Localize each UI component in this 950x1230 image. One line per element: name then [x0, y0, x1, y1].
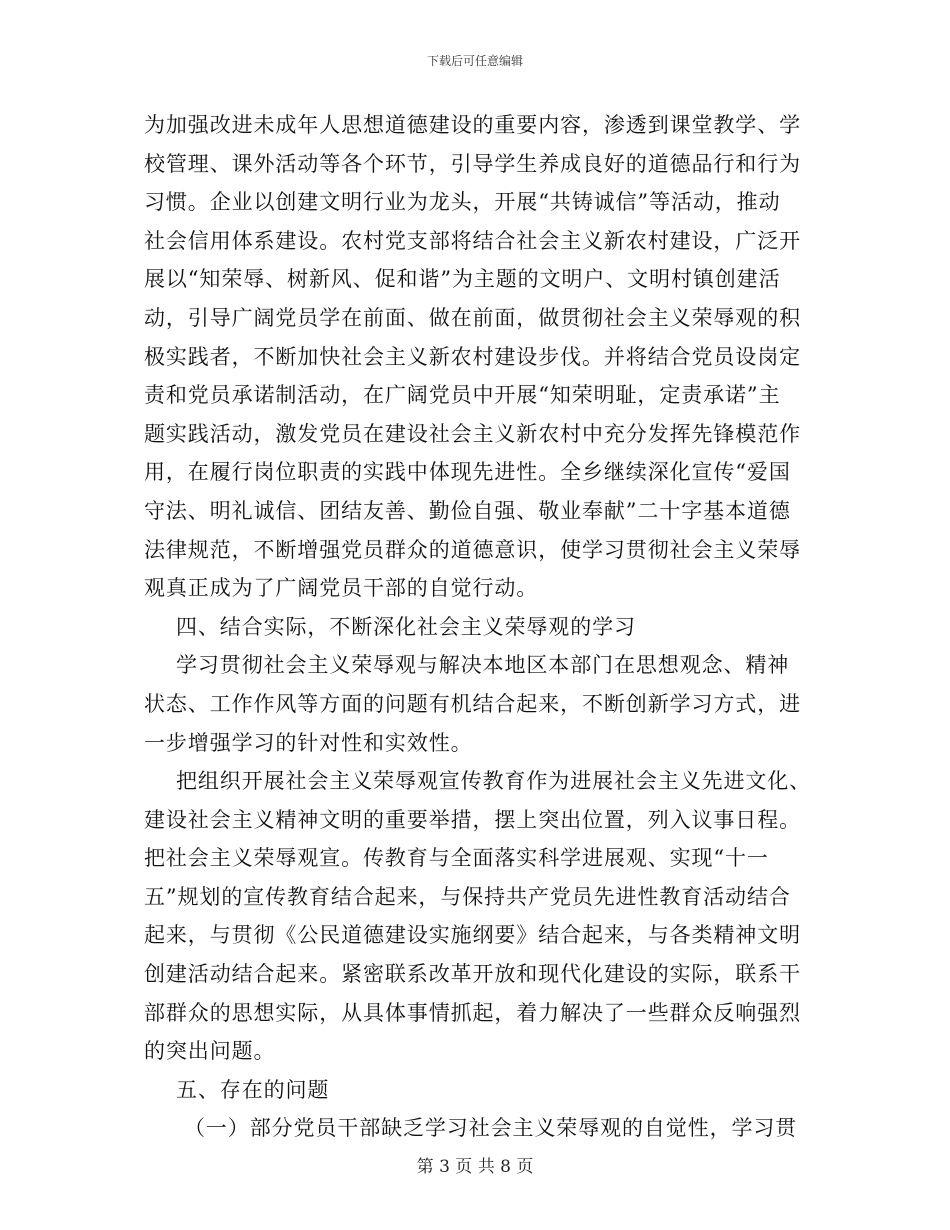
text-line: 的突出问题。	[144, 1039, 276, 1064]
text-line: 守法、明礼诚信、团结友善、勤俭自强、敬业奉献”二十字基本道德	[144, 498, 791, 523]
text-line: 观真正成为了广阔党员干部的自觉行动。	[144, 576, 539, 601]
section-heading: 五、存在的问题	[176, 1077, 330, 1102]
body-text	[144, 106, 824, 1148]
paragraph-start: 把组织开展社会主义荣辱观宣传教育作为进展社会主义先进文化、	[176, 769, 812, 794]
text-line: 创建活动结合起来。紧密联系改革开放和现代化建设的实际，联系干	[144, 962, 801, 987]
text-line: 极实践者，不断加快社会主义新农村建设步伐。并将结合党员设岗定	[144, 344, 801, 369]
text-line: 一步增强学习的针对性和实效性。	[144, 730, 473, 755]
text-line: 五”规划的宣传教育结合起来，与保持共产党员先进性教育活动结合	[144, 884, 791, 909]
text-line: 用，在履行岗位职责的实践中体现先进性。全乡继续深化宣传“爱国	[144, 460, 791, 485]
text-line: 动，引导广阔党员学在前面、做在前面，做贯彻社会主义荣辱观的积	[144, 305, 801, 330]
text-line: 起来，与贯彻《公民道德建设实施纲要》结合起来，与各类精神文明	[144, 923, 801, 948]
page-footer: 第 3 页 共 8 页	[416, 1157, 534, 1177]
text-line: 展以“知荣辱、树新风、促和谐”为主题的文明户、文明村镇创建活	[144, 267, 781, 292]
text-line: 责和党员承诺制活动，在广阔党员中开展“知荣明耻，定责承诺”主	[144, 383, 781, 408]
text-line: 部群众的思想实际，从具体事情抓起，着力解决了一些群众反响强烈	[144, 1000, 801, 1025]
text-line: 把社会主义荣辱观宣。传教育与全面落实科学进展观、实现“十一	[144, 846, 769, 871]
text-line: 为加强改进未成年人思想道德建设的重要内容，渗透到课堂教学、学	[144, 113, 801, 137]
text-line: 社会信用体系建设。农村党支部将结合社会主义新农村建设，广泛开	[144, 228, 801, 253]
page-header: 下载后可任意编辑	[426, 54, 523, 68]
text-line: 状态、工作作风等方面的问题有机结合起来，不断创新学习方式，进	[144, 691, 801, 716]
paragraph-start: 学习贯彻社会主义荣辱观与解决本地区本部门在思想观念、精神	[176, 653, 790, 678]
text-line: 法律规范，不断增强党员群众的道德意识，使学习贯彻社会主义荣辱	[144, 537, 801, 562]
sub-item-start: （一）部分党员干部缺乏学习社会主义荣辱观的自觉性，学习贯	[184, 1116, 798, 1141]
text-line: 校管理、课外活动等各个环节，引导学生养成良好的道德品行和行为	[144, 151, 801, 176]
text-line: 建设社会主义精神文明的重要举措，摆上突出位置，列入议事日程。	[144, 807, 801, 832]
text-line: 习惯。企业以创建文明行业为龙头，开展“共铸诚信”等活动，推动	[144, 190, 781, 215]
text-line: 题实践活动，激发党员在建设社会主义新农村中充分发挥先锋模范作	[144, 421, 801, 446]
section-heading: 四、结合实际，不断深化社会主义荣辱观的学习	[176, 614, 636, 639]
